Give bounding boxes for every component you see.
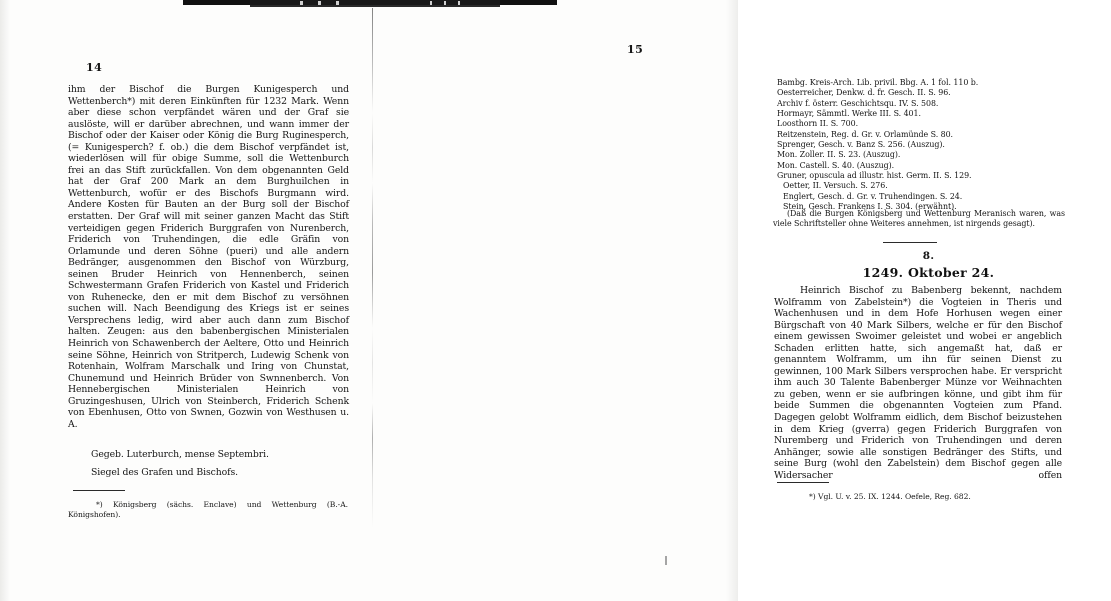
right-page-body-text: [774, 285, 1062, 481]
section-divider-rule: [883, 242, 937, 243]
citation-entry: Sprenger, Gesch. v. Banz S. 256. (Auszug).: [777, 140, 945, 150]
section-date-heading: 1249. Oktober 24.: [862, 265, 995, 280]
left-page-body-text: [68, 84, 349, 430]
page-number-right: 15: [627, 43, 644, 56]
footnote-left: *) Königsberg (sächs. Enclave) und Wettenburg (B.-A. Königshofen).: [68, 500, 348, 519]
citation-entry: Mon. Castell. S. 40. (Auszug).: [777, 160, 895, 170]
citation-entry: Gruner, opuscula ad illustr. hist. Germ. II. S. 129.: [777, 171, 972, 181]
citation-entry: Reitzenstein, Reg. d. Gr. v. Orlamünde S. 80.: [777, 129, 954, 139]
citation-entry: Stein, Gesch. Frankens I. S. 304. (erwähnt).: [783, 202, 957, 212]
citation-entry: Loosthorn II. S. 700.: [777, 119, 859, 129]
citation-entry: Hormayr, Sämmtl. Werke III. S. 401.: [777, 109, 921, 119]
citation-note: (Daß die Burgen Königsberg und Wettenburg Meranisch waren, was viele Schriftsteller ohne Weiteres annehmen, ist nirgends gesagt).: [773, 209, 1065, 229]
right-page: [373, 0, 1065, 601]
citation-entry: Archiv f. österr. Geschichtsqu. IV. S. 508.: [777, 98, 939, 108]
right-body-paragraph: Heinrich Bischof zu Babenberg bekennt, nachdem Wolframm von Zabelstein*) die Vogteien in Theris und Wachenhusen und in dem Hofe Horhusen wegen einer Bürgschaft von 40 Mark Silbers, welche er für den Bischof einem gewissen Swoimer geleistet und wobei er angeblich Schaden erlitten hatte, sich angemaßt hat, daß er genanntem Wolframm, um ihn für seinen Dienst zu gewinnen, 100 Mark Silbers versprochen habe. Er verspricht ihm auch 30 Talente Babenberger Münze vor Weihnachten zu geben, wenn er sie aufbringen könne, und gibt ihm für beide Summen die obgenannten Vogteien zum Pfand. Dagegen gelobt Wolframm eidlich, dem Bischof beizustehen in dem Krieg (gverra) gegen Friderich Burggrafen von Nuremberg und Friderich von Truhendingen und deren Anhänger, sowie alle sonstigen Bedränger des Stifts, und seine Burg (wohl den Zabelstein) dem Bischof gegen alle Widersacher offen: [774, 285, 1062, 481]
left-page: [0, 0, 372, 601]
citation-entry: Bambg. Kreis-Arch. Lib. privil. Bbg. A. 1 fol. 110 b.: [777, 78, 979, 87]
citation-entry: Oetter, II. Versuch. S. 276.: [783, 181, 888, 191]
footnote-right: *) Vgl. U. v. 25. IX. 1244. Oefele, Reg. 682.: [809, 492, 971, 501]
charter-seal-line: Siegel des Grafen und Bischofs.: [91, 467, 239, 478]
left-body-paragraph: ihm der Bischof die Burgen Kunigesperch und Wettenberch*) mit deren Einkünften für 1232 Mark. Wenn aber diese schon verpfändet wären und der Graf sie auslöste, will er darüber abrechnen, und wann immer der Bischof oder der Kaiser oder König die Burg Ruginesperch, (= Kunigesperch? f. ob.) die dem Bischof verpfändet ist, wiederlösen will für obige Summe, soll die Wettenburch frei an das Stift zurückfallen. Von dem obgenannten Geld hat der Graf 200 Mark an dem Burghuilchen in Wettenburch, wofür er des Bischofs Burgmann wird. Andere Kosten für Bauten an der Burg soll der Bischof erstatten. Der Graf will mit seiner ganzen Macht das Stift verteidigen gegen Friderich Burggrafen von Nurenberch, Friderich von Truhendingen, die edle Gräfin von Orlamunde und deren Söhne (pueri) und alle andern Bedränger, ausgenommen den Bischof von Würzburg, seinen Bruder Heinrich von Hennenberch, seinen Schwestermann Grafen Friderich von Kastel und Friderich von Ruhenecke, den er mit dem Bischof zu versöhnen suchen will. Nach Beendigung des Kriegs ist er seines Versprechens ledig, wird aber auch dann zum Bischof halten. Zeugen: aus den babenbergischen Ministerialen Heinrich von Schawenberch der Aeltere, Otto und Heinrich seine Söhne, Heinrich von Stritperch, Ludewig Schenk von Rotenhain, Wolfram Marschalk und Iring von Chunstat, Chunemund und Heinrich Brüder von Swnnenberch. Von Hennebergischen Ministerialen Heinrich von Gruzingeshusen, Ulrich von Steinberch, Friderich Schenk von Ebenhusen, Otto von Swnen, Gozwin von Westhusen u. A.: [68, 84, 349, 430]
page-number-left: 14: [86, 61, 103, 74]
footnote-rule-right: [777, 482, 829, 483]
source-citation-list: [777, 78, 1067, 212]
charter-place-date-line: Gegeb. Luterburch, mense Septembri.: [91, 449, 269, 460]
footnote-rule-left: [73, 490, 125, 491]
section-number: 8.: [922, 250, 935, 262]
citation-entry: Mon. Zoller. II. S. 23. (Auszug).: [777, 150, 901, 160]
citation-entry: Oesterreicher, Denkw. d. fr. Gesch. II. S. 96.: [777, 88, 951, 98]
citation-entry: Englert, Gesch. d. Gr. v. Truhendingen. S. 24.: [783, 191, 963, 201]
